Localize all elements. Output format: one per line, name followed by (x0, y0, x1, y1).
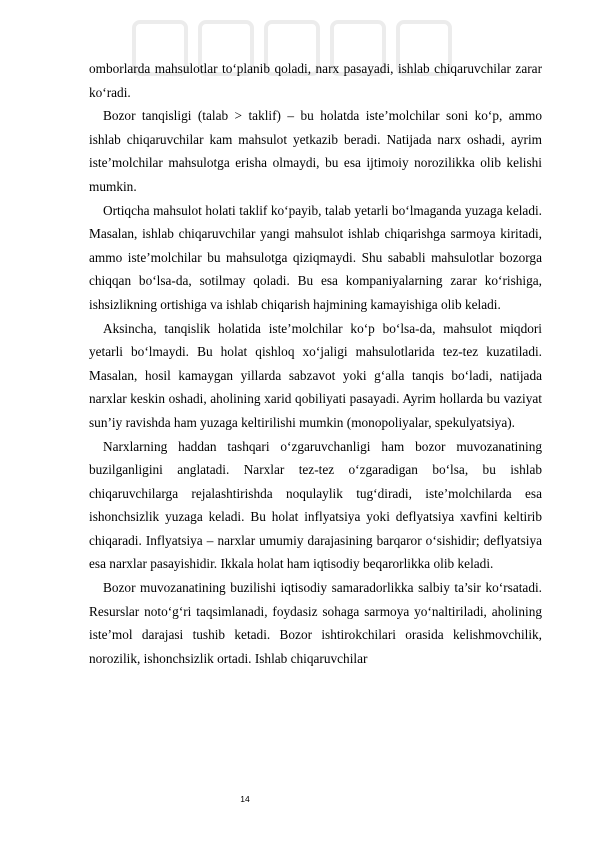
body-text (89, 57, 542, 670)
paragraph: Bozor tanqisligi (talab > taklif) – bu holatda iste’molchilar soni ko‘p, ammo ishlab chiqaruvchilar kam mahsulot yetkazib beradi. Natijada narx oshadi, ayrim iste’molchilar mahsulotga erisha olmaydi, bu esa ijtimoiy norozilikka olib kelishi mumkin. (89, 108, 542, 194)
paragraph: Aksincha, tanqislik holatida iste’molchilar ko‘p bo‘lsa-da, mahsulot miqdori yetarli bo‘lmaydi. Bu holat qishloq xo‘jaligi mahsulotlarida tez-tez kuzatiladi. Masalan, hosil kamaygan yillarda sabzavot yoki g‘alla tanqis bo‘ladi, natijada narxlar keskin oshadi, aholining xarid qobiliyati pasayadi. Ayrim hollarda bu vaziyat sun’iy ravishda ham yuzaga keltirilishi mumkin (monopoliyalar, spekulyatsiya). (89, 320, 542, 430)
paragraph: Ortiqcha mahsulot holati taklif ko‘payib, talab yetarli bo‘lmaganda yuzaga keladi. Masalan, ishlab chiqaruvchilar yangi mahsulot ishlab chiqarishga sarmoya kiritadi, ammo iste’molchilar bu mahsulotga qiziqmaydi. Shu sababli mahsulotlar bozorga chiqqan bo‘lsa-da, sotilmay qoladi. Bu esa kompaniyalarning zarar ko‘rishiga, ishsizlikning ortishiga va ishlab chiqarish hajmining kamayishiga olib keladi. (89, 202, 542, 312)
page-number: 14 (240, 794, 250, 804)
paragraph: omborlarda mahsulotlar to‘planib qoladi, narx pasayadi, ishlab chiqaruvchilar zarar ko‘radi. (89, 61, 542, 100)
paragraph: Narxlarning haddan tashqari o‘zgaruvchanligi ham bozor muvozanatining buzilganligini anglatadi. Narxlar tez-tez o‘zgaradigan bo‘lsa, bu ishlab chiqaruvchilarga rejalashtirishda noqulaylik tug‘diradi, iste’molchilarda esa ishonchsizlik yuzaga keladi. Bu holat inflyatsiya yoki deflyatsiya xavfini keltirib chiqaradi. Inflyatsiya – narxlar umumiy darajasining barqaror o‘sishidir; deflyatsiya esa narxlar pasayishidir. Ikkala holat ham iqtisodiy beqarorlikka olib keladi. (89, 438, 542, 572)
paragraph: Bozor muvozanatining buzilishi iqtisodiy samaradorlikka salbiy ta’sir ko‘rsatadi. Resurslar noto‘g‘ri taqsimlanadi, foydasiz sohaga sarmoya yo‘naltiriladi, aholining iste’mol darajasi tushib ketadi. Bozor ishtirokchilari orasida kelishmovchilik, norozilik, ishonchsizlik ortadi. Ishlab chiqaruvchilar (89, 580, 542, 666)
